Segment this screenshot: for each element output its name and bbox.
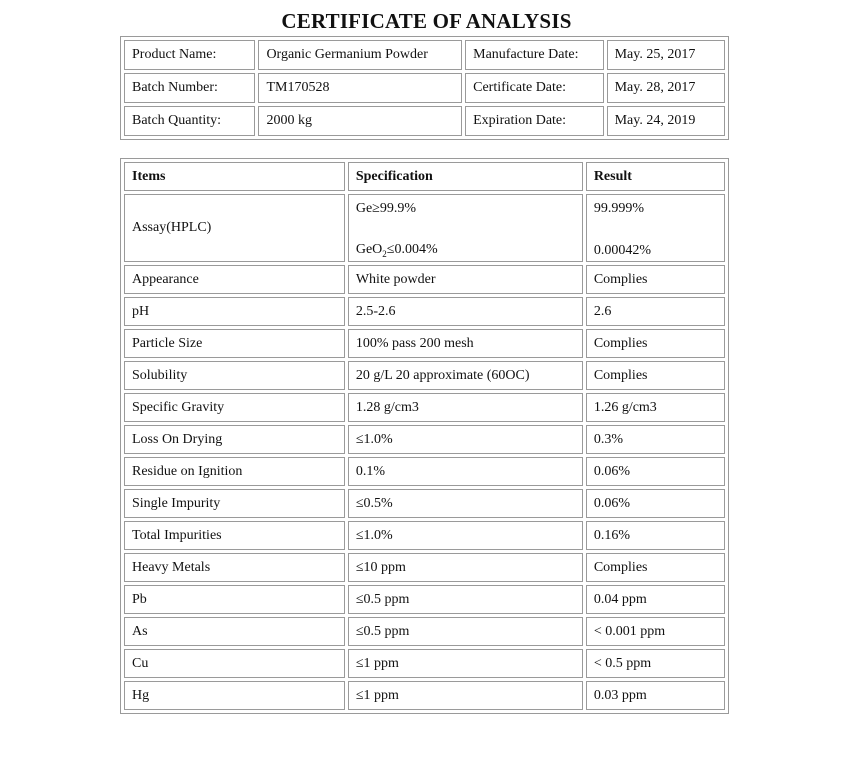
table-row <box>124 457 725 486</box>
spec-cell: ≤1.0% <box>348 521 583 550</box>
result-cell: 1.26 g/cm3 <box>586 393 725 422</box>
table-row <box>124 489 725 518</box>
info-row <box>124 40 725 70</box>
item-cell: Hg <box>124 681 345 710</box>
spec-cell: 0.1% <box>348 457 583 486</box>
table-row <box>124 329 725 358</box>
info-label: Manufacture Date: <box>465 40 603 70</box>
spec-cell: ≤1.0% <box>348 425 583 454</box>
table-row <box>124 425 725 454</box>
spec-geo2-limit: ≤0.004% <box>386 242 438 258</box>
info-row <box>124 106 725 136</box>
info-value: TM170528 <box>258 73 462 103</box>
item-cell: As <box>124 617 345 646</box>
info-row <box>124 73 725 103</box>
document-title: CERTIFICATE OF ANALYSIS <box>281 9 572 33</box>
table-row <box>124 361 725 390</box>
item-cell: Loss On Drying <box>124 425 345 454</box>
table-row <box>124 553 725 582</box>
product-info-table <box>120 36 729 140</box>
header-specification: Specification <box>348 162 583 191</box>
table-row <box>124 681 725 710</box>
result-cell: < 0.5 ppm <box>586 649 725 678</box>
item-cell: Solubility <box>124 361 345 390</box>
result-cell: Complies <box>586 329 725 358</box>
spec-cell: ≤1 ppm <box>348 681 583 710</box>
spec-geo2-prefix: GeO <box>355 242 383 258</box>
header-result: Result <box>586 162 725 191</box>
table-row <box>124 649 725 678</box>
info-value: Organic Germanium Powder <box>258 40 462 70</box>
info-value: 2000 kg <box>258 106 462 136</box>
spec-cell: ≤10 ppm <box>348 553 583 582</box>
spec-geo2 <box>356 242 438 259</box>
item-cell: Cu <box>124 649 345 678</box>
result-cell: 0.16% <box>586 521 725 550</box>
item-cell: Single Impurity <box>124 489 345 518</box>
spec-cell: ≤0.5% <box>348 489 583 518</box>
item-cell: Particle Size <box>124 329 345 358</box>
info-value: May. 25, 2017 <box>607 40 725 70</box>
result-rows <box>124 265 725 710</box>
table-header-row <box>124 162 725 191</box>
info-label: Expiration Date: <box>465 106 603 136</box>
spec-cell: 1.28 g/cm3 <box>348 393 583 422</box>
result-cell: Complies <box>586 553 725 582</box>
spec-cell <box>348 194 583 262</box>
spec-cell: ≤0.5 ppm <box>348 585 583 614</box>
result-cell: 2.6 <box>586 297 725 326</box>
spec-cell: 2.5-2.6 <box>348 297 583 326</box>
analysis-results-table <box>120 158 729 714</box>
item-cell: pH <box>124 297 345 326</box>
item-cell: Total Impurities <box>124 521 345 550</box>
spec-cell: 100% pass 200 mesh <box>348 329 583 358</box>
info-label: Product Name: <box>124 40 255 70</box>
spec-cell: White powder <box>348 265 583 294</box>
info-value: May. 28, 2017 <box>607 73 725 103</box>
header-items: Items <box>124 162 345 191</box>
info-label: Batch Number: <box>124 73 255 103</box>
table-row <box>124 585 725 614</box>
result-cell: 0.06% <box>586 489 725 518</box>
table-row <box>124 393 725 422</box>
table-row <box>124 194 725 262</box>
spec-cell: ≤1 ppm <box>348 649 583 678</box>
spec-ge: Ge≥99.9% <box>355 201 417 216</box>
info-label: Batch Quantity: <box>124 106 255 136</box>
result-cell: 0.06% <box>586 457 725 486</box>
item-cell: Pb <box>124 585 345 614</box>
table-row <box>124 617 725 646</box>
info-value: May. 24, 2019 <box>607 106 725 136</box>
result-cell <box>586 194 725 262</box>
spec-geo2-subscript: 2 <box>382 249 387 259</box>
result-geo2: 0.00042% <box>593 243 651 258</box>
result-cell: 0.03 ppm <box>586 681 725 710</box>
item-cell: Heavy Metals <box>124 553 345 582</box>
result-cell: 0.04 ppm <box>586 585 725 614</box>
item-cell: Specific Gravity <box>124 393 345 422</box>
table-row <box>124 297 725 326</box>
result-cell: Complies <box>586 265 725 294</box>
spec-cell: ≤0.5 ppm <box>348 617 583 646</box>
spec-cell: 20 g/L 20 approximate (60OC) <box>348 361 583 390</box>
table-row <box>124 265 725 294</box>
info-label: Certificate Date: <box>465 73 603 103</box>
item-cell: Assay(HPLC) <box>124 194 345 262</box>
result-cell: Complies <box>586 361 725 390</box>
table-row <box>124 521 725 550</box>
result-cell: < 0.001 ppm <box>586 617 725 646</box>
result-ge: 99.999% <box>593 201 644 216</box>
item-cell: Appearance <box>124 265 345 294</box>
item-cell: Residue on Ignition <box>124 457 345 486</box>
result-cell: 0.3% <box>586 425 725 454</box>
